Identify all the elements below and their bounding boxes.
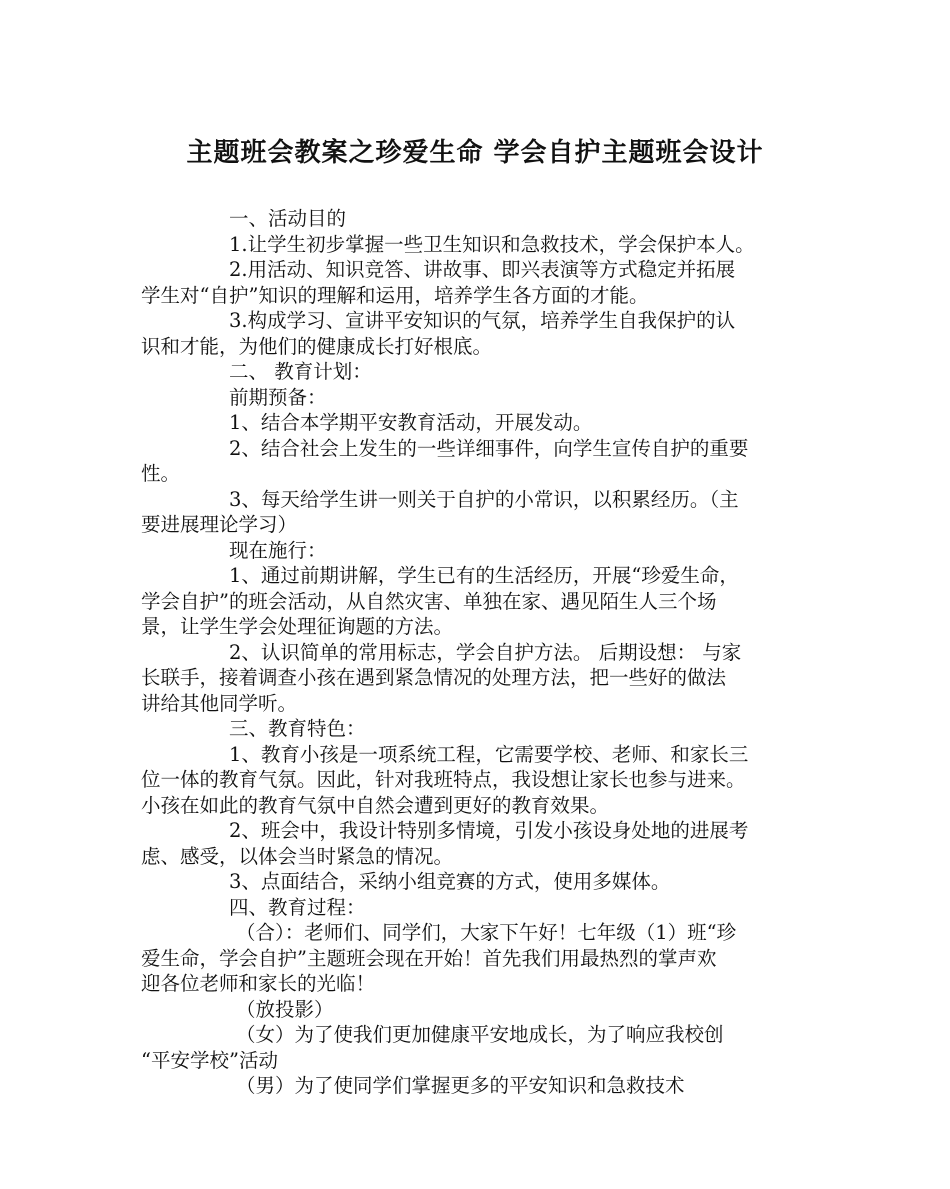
paragraph-line: 3.构成学习、宣讲平安知识的气氛，培养学生自我保护的认: [229, 309, 736, 332]
paragraph-line: 性。: [141, 462, 181, 485]
paragraph-line: 爱生命，学会自护”主题班会现在开始！首先我们用最热烈的掌声欢: [141, 946, 717, 970]
paragraph-line: （女）为了使我们更加健康平安地成长，为了响应我校创: [236, 1023, 724, 1046]
subsection-heading: 前期预备：: [229, 385, 327, 409]
paragraph-line: 1、教育小孩是一项系统工程，它需要学校、老师、和家长三: [229, 742, 749, 766]
document-title: 主题班会教案之珍爱生命 学会自护主题班会设计: [186, 138, 764, 168]
paragraph-line: 1、结合本学期平安教育活动，开展发动。: [229, 411, 593, 434]
paragraph-line: “平安学校”活动: [141, 1048, 278, 1072]
paragraph-line: 2.用活动、知识竞答、讲故事、即兴表演等方式稳定并拓展: [229, 258, 736, 281]
paragraph-line: 1、通过前期讲解，学生已有的生活经历，开展“珍爱生命，: [229, 564, 739, 587]
paragraph-line: 1.让学生初步掌握一些卫生知识和急救技术，学会保护本人。: [229, 232, 755, 256]
section-heading: 二、 教育计划：: [229, 360, 372, 383]
section-heading: 三、教育特色：: [229, 717, 366, 740]
paragraph-line: 3、点面结合，采纳小组竞赛的方式，使用多媒体。: [229, 870, 671, 893]
paragraph-line: 迎各位老师和家长的光临！: [141, 972, 376, 995]
paragraph-line: 2、认识简单的常用标志，学会自护方法。 后期设想： 与家: [229, 640, 742, 664]
paragraph-line: 讲给其他同学听。: [141, 691, 298, 715]
document-body: [141, 206, 950, 1099]
paragraph-line: 虑、感受，以体会当时紧急的情况。: [141, 844, 454, 868]
paragraph-line: （合）：老师们、同学们，大家下午好！七年级（1）班“珍: [236, 921, 737, 944]
paragraph-line: 小孩在如此的教育气氛中自然会遭到更好的教育效果。: [141, 793, 610, 817]
paragraph-line: （放投影）: [236, 997, 334, 1021]
paragraph-line: 2、结合社会上发生的一些详细事件，向学生宣传自护的重要: [229, 436, 749, 460]
section-heading: 四、教育过程：: [229, 895, 366, 919]
paragraph-line: （男）为了使同学们掌握更多的平安知识和急救技术: [236, 1074, 685, 1097]
paragraph-line: 识和才能，为他们的健康成长打好根底。: [141, 334, 493, 358]
paragraph-line: 2、班会中，我设计特别多情境，引发小孩设身处地的进展考: [229, 819, 749, 842]
paragraph-line: 位一体的教育气氛。因此，针对我班特点，我设想让家长也参与进来。: [141, 768, 746, 791]
paragraph-line: 学会自护”的班会活动，从自然灾害、单独在家、遇见陌生人三个场: [141, 589, 717, 613]
subsection-heading: 现在施行：: [229, 538, 327, 562]
paragraph-line: 学生对“自护”知识的理解和运用，培养学生各方面的才能。: [141, 283, 649, 307]
paragraph-line: 景，让学生学会处理征询题的方法。: [141, 615, 454, 638]
paragraph-line: 3、每天给学生讲一则关于自护的小常识，以积累经历。（主: [229, 487, 739, 511]
section-heading: 一、活动目的: [229, 207, 347, 230]
paragraph-line: 长联手，接着调查小孩在遇到紧急情况的处理方法，把一些好的做法: [141, 666, 727, 689]
paragraph-line: 要进展理论学习）: [141, 513, 298, 536]
